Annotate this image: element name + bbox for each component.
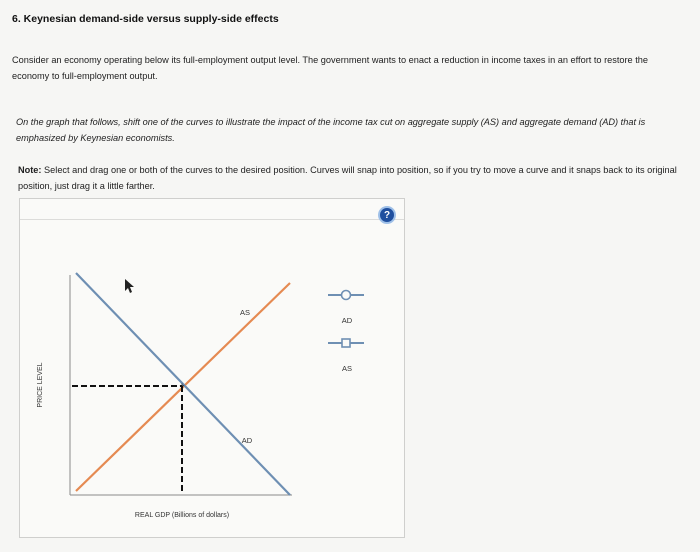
question-note [18,162,688,194]
question-title: 6. Keynesian demand-side versus supply-side effects [12,13,279,25]
note-label: Note: [18,165,42,175]
circle-marker-icon [342,291,351,300]
question-instruction: On the graph that follows, shift one of the curves to illustrate the impact of the income tax cut on aggregate supply (AS) and aggregate demand (AD) that is emphasized by Keynesian economists. [16,117,646,143]
as-curve-label: AS [239,308,251,317]
palette-as-tool[interactable] [328,339,364,347]
palette-ad-label: AD [341,316,353,325]
question-circle-icon: ? [383,209,391,221]
equilibrium-marker-icon: + [179,381,185,391]
graph-canvas [20,199,404,537]
palette-ad-tool[interactable] [328,291,364,300]
x-axis-label: REAL GDP (Billions of dollars) [134,512,230,519]
graph-panel [19,198,405,538]
palette-as-label: AS [341,364,353,373]
note-text: Select and drag one or both of the curves to the desired position. Curves will snap into position, so if you try to move a curve and it snaps back to its original position, just drag it a little farther. [18,165,677,191]
square-marker-icon [342,339,350,347]
y-axis-label: PRICE LEVEL [37,362,44,408]
ad-curve-label: AD [241,436,253,445]
question-intro: Consider an economy operating below its full-employment output level. The government wants to enact a reduction in income taxes in an effort to restore the economy to full-employment output. [12,55,648,81]
mouse-cursor-icon [125,279,134,293]
